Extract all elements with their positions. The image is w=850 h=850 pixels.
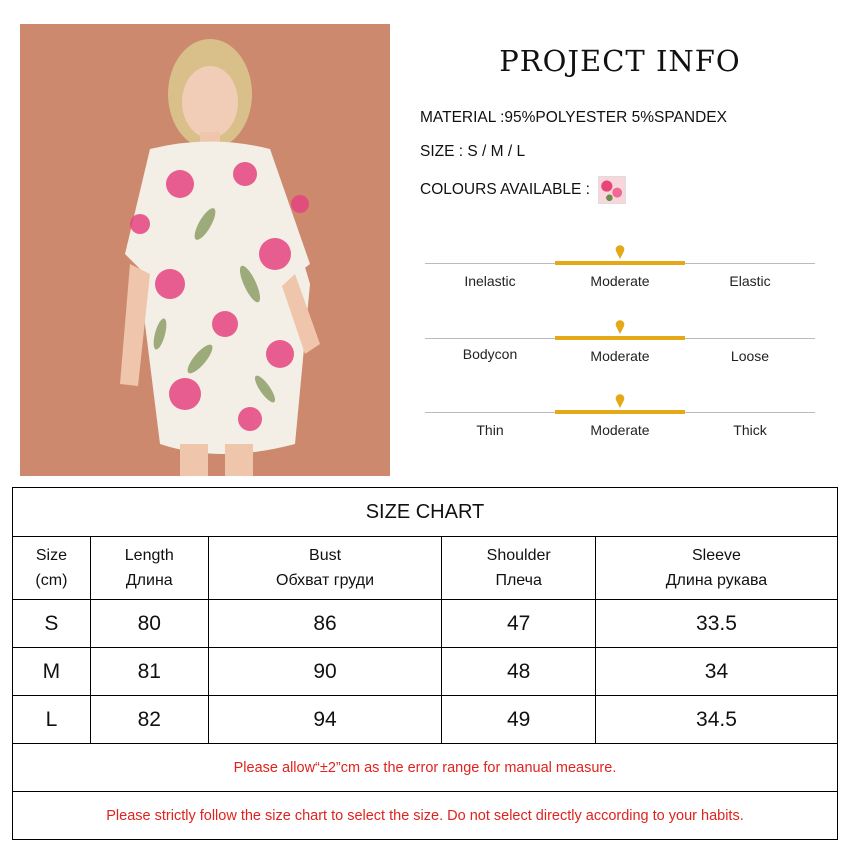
map-pin-icon [615,394,625,408]
cell-shoulder: 49 [442,696,596,744]
cell-length: 81 [90,648,208,696]
header-shoulder: Shoulder Плеча [442,537,596,600]
scale-middle-label: Moderate [590,422,650,438]
measurement-note: Please allow“±2”cm as the error range for manual measure. [13,744,838,792]
map-pin-icon [615,245,625,259]
table-row [13,600,838,648]
elasticity-scale [425,243,815,293]
thickness-scale [425,392,815,442]
scale-left-label: Bodycon [462,346,518,362]
colour-swatch [598,176,626,204]
scale-right-label: Thick [733,422,767,438]
cell-bust: 90 [208,648,442,696]
cell-sleeve: 34 [595,648,837,696]
cell-size: M [13,648,91,696]
cell-length: 80 [90,600,208,648]
material-spec: MATERIAL :95%POLYESTER 5%SPANDEX [420,109,727,126]
scale-selected-bar [555,336,685,340]
table-row [13,648,838,696]
cell-size: L [13,696,91,744]
colours-label: COLOURS AVAILABLE : [420,181,590,198]
size-selection-note: Please strictly follow the size chart to select the size. Do not select directly according to your habits. [13,792,838,840]
fit-scale [425,318,815,368]
map-pin-icon [615,320,625,334]
scale-left-label: Inelastic [464,273,516,289]
scale-middle-label: Moderate [590,273,650,289]
scale-middle-label: Moderate [590,348,650,364]
cell-bust: 94 [208,696,442,744]
product-photo [20,24,390,476]
scale-selected-bar [555,261,685,265]
table-header-row [13,537,838,600]
project-info-title: PROJECT INFO [499,44,741,78]
size-spec: SIZE : S / M / L [420,143,526,160]
header-bust: Bust Обхват груди [208,537,442,600]
header-sleeve: Sleeve Длина рукава [595,537,837,600]
cell-length: 82 [90,696,208,744]
size-chart-title: SIZE CHART [13,488,838,537]
scale-right-label: Loose [730,348,770,364]
cell-sleeve: 33.5 [595,600,837,648]
table-row [13,696,838,744]
header-length: Length Длина [90,537,208,600]
cell-shoulder: 48 [442,648,596,696]
size-chart-table [12,487,838,840]
scale-left-label: Thin [476,422,504,438]
scale-right-label: Elastic [729,273,771,289]
scale-selected-bar [555,410,685,414]
header-size: Size (cm) [13,537,91,600]
cell-shoulder: 47 [442,600,596,648]
cell-size: S [13,600,91,648]
cell-bust: 86 [208,600,442,648]
colours-spec [420,176,626,204]
cell-sleeve: 34.5 [595,696,837,744]
